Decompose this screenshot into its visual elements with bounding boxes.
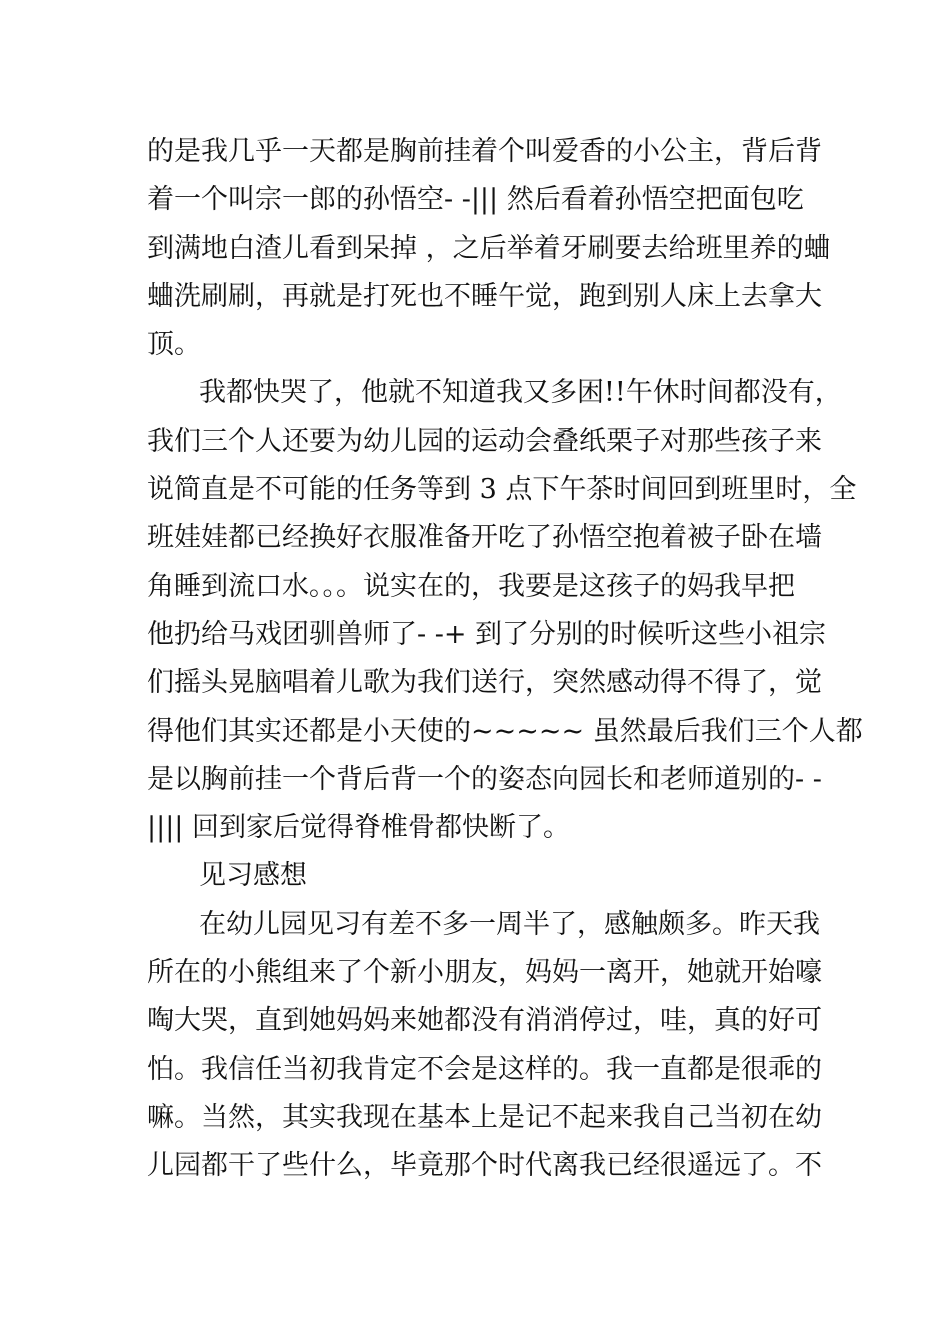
text-line: 角睡到流口水。。。说实在的，我要是这孩子的妈我早把: [147, 570, 795, 602]
text-line: 到满地白渣儿看到呆掉 ，之后举着牙刷要去给班里养的蛐: [147, 232, 831, 264]
text-line: 是以胸前挂一个背后背一个的姿态向园长和老师道别的- -: [147, 763, 822, 795]
text-line: 的是我几乎一天都是胸前挂着个叫爱香的小公主，背后背: [147, 136, 822, 167]
text-line: |||| 回到家后觉得脊椎骨都快断了。: [147, 812, 570, 844]
paragraph-first-line: 在幼儿园见习有差不多一周半了，感触颇多。昨天我: [199, 908, 820, 940]
text-line: 所在的小熊组来了个新小朋友，妈妈一离开，她就开始嚎: [147, 957, 822, 989]
text-line: 啕大哭，直到她妈妈来她都没有消消停过，哇，真的好可: [147, 1005, 822, 1037]
paragraph-first-line: 我都快哭了，他就不知道我又多困!!午休时间都没有，: [199, 377, 842, 409]
text-line: 顶。: [147, 329, 201, 361]
text-line: 我们三个人还要为幼儿园的运动会叠纸栗子对那些孩子来: [147, 425, 822, 457]
text-line: 着一个叫宗一郎的孙悟空- -||| 然后看着孙悟空把面包吃: [147, 184, 804, 216]
text-line: 们摇头晃脑唱着儿歌为我们送行，突然感动得不得了，觉: [147, 667, 822, 699]
text-line: 说简直是不可能的任务等到 3 点下午茶时间回到班里时，全: [147, 474, 857, 506]
text-line: 怕。我信任当初我肯定不会是这样的。我一直都是很乖的: [147, 1053, 822, 1085]
text-line: 嘛。当然，其实我现在基本上是记不起来我自己当初在幼: [147, 1101, 822, 1133]
text-line: 他扔给马戏团驯兽师了- -+ 到了分别的时候听这些小祖宗: [147, 618, 827, 650]
text-line: 班娃娃都已经换好衣服准备开吃了孙悟空抱着被子卧在墙: [147, 522, 822, 554]
paragraph-first-line: 见习感想: [199, 860, 307, 892]
text-line: 蛐洗刷刷，再就是打死也不睡午觉，跑到别人床上去拿大: [147, 280, 822, 312]
document-body: [147, 128, 863, 1191]
text-line: 儿园都干了些什么，毕竟那个时代离我已经很遥远了。不: [147, 1150, 822, 1182]
text-line: 得他们其实还都是小天使的~~~~~ 虽然最后我们三个人都: [147, 715, 863, 747]
